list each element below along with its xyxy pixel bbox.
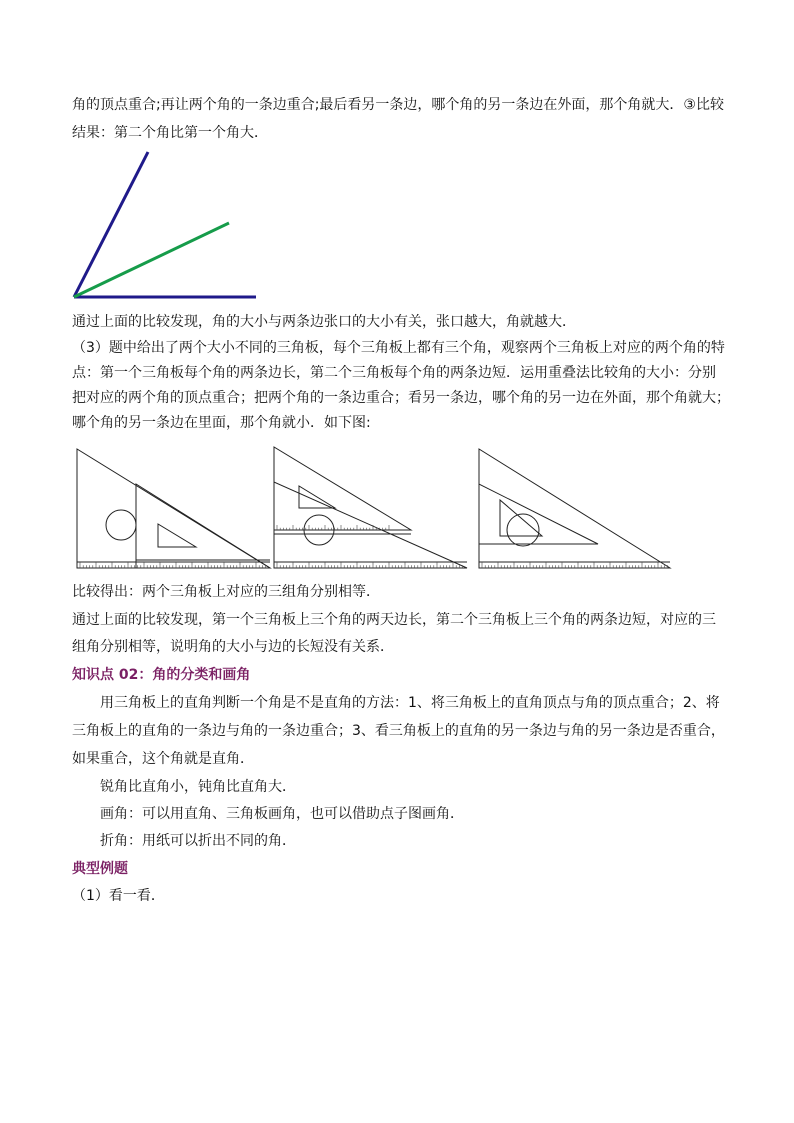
paragraph-4: 比较得出：两个三角板上对应的三组角分别相等． bbox=[72, 584, 380, 600]
section-body-line-1: 用三角板上的直角判断一个角是不是直角的方法：1、将三角板上的直角顶点与角的顶点重合；2、将 bbox=[100, 695, 720, 711]
angle-outer-ray bbox=[74, 152, 148, 297]
section-heading: 知识点 02：角的分类和画角 bbox=[72, 667, 251, 683]
triangle-overlap-figure-3 bbox=[478, 448, 672, 570]
triangle-overlap-figure-1 bbox=[76, 448, 272, 570]
ruler-hole-circle bbox=[507, 514, 539, 546]
ruler-inner-cutout bbox=[158, 524, 196, 547]
ruler-ticks bbox=[277, 562, 463, 568]
triangle-overlap-figure-2 bbox=[273, 446, 469, 570]
large-set-square bbox=[274, 482, 467, 568]
draw-angle-rule: 画角：可以用直角、三角板画角，也可以借助点子图画角． bbox=[100, 806, 464, 822]
paragraph-3-line-3: 把对应的两个角的顶点重合；把两个角的一条边重合；看另一条边，哪个角的另一边在外面，那个角就大； bbox=[72, 390, 730, 406]
paragraph-3-line-2: 点：第一个三角板每个角的两条边长，第二个三角板每个角的两条边短．运用重叠法比较角的大小：分别 bbox=[72, 365, 716, 381]
section-body-line-2: 三角板上的直角的一条边与角的一条边重合；3、看三角板上的直角的另一条边与角的另一条边是否重合， bbox=[72, 723, 725, 739]
small-set-square bbox=[274, 447, 411, 530]
paragraph-2: 通过上面的比较发现，角的大小与两条边张口的大小有关，张口越大，角就越大． bbox=[72, 314, 576, 330]
large-set-square bbox=[479, 449, 670, 568]
ruler-ticks bbox=[482, 562, 668, 568]
section-body-line-3: 如果重合，这个角就是直角． bbox=[72, 751, 254, 767]
ruler-inner-cutout bbox=[299, 486, 335, 508]
angle-comparison-figure bbox=[66, 148, 266, 306]
paragraph-5-line-2: 组角分别相等，说明角的大小与边的长短没有关系． bbox=[72, 639, 394, 655]
paragraph-3-line-4: 哪个角的另一条边在里面，那个角就小．如下图: bbox=[72, 415, 371, 431]
ruler-ticks bbox=[80, 562, 266, 568]
examples-heading: 典型例题 bbox=[72, 861, 128, 877]
acute-obtuse-rule: 锐角比直角小，钝角比直角大． bbox=[100, 779, 296, 795]
ruler-hole-circle bbox=[106, 510, 136, 540]
small-set-square bbox=[136, 484, 270, 568]
fold-angle-rule: 折角：用纸可以折出不同的角． bbox=[100, 833, 296, 849]
paragraph-3-line-1: （3）题中给出了两个大小不同的三角板，每个三角板上都有三个角，观察两个三角板上对应的两个角的特 bbox=[72, 340, 725, 356]
example-item-1: （1）看一看． bbox=[72, 888, 165, 904]
paragraph-1-line-2: 结果：第二个角比第一个角大． bbox=[72, 125, 268, 141]
paragraph-5-line-1: 通过上面的比较发现，第一个三角板上三个角的两天边长，第二个三角板上三个角的两条边短，对应的三 bbox=[72, 612, 716, 628]
paragraph-1-line-1: 角的顶点重合;再让两个角的一条边重合;最后看另一条边，哪个角的另一条边在外面，那个角就大．③比较 bbox=[72, 97, 724, 113]
angle-inner-ray bbox=[74, 223, 229, 297]
